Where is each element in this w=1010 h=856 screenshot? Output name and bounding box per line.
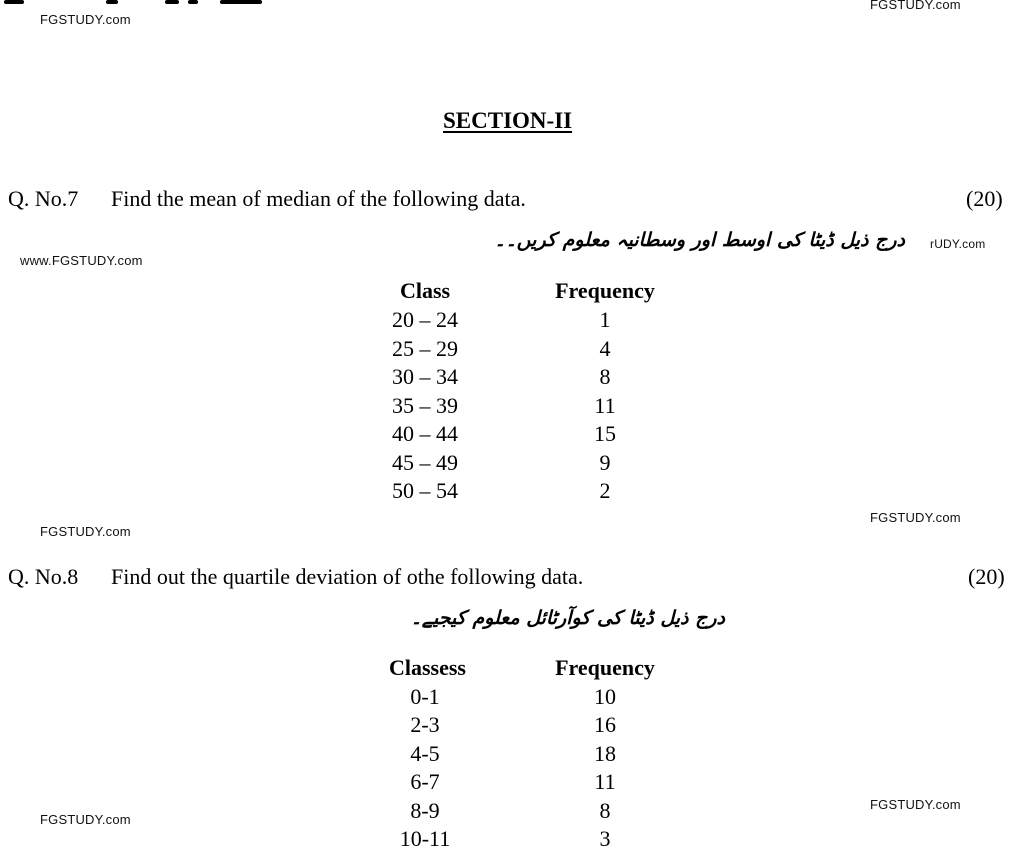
question-8-urdu: درج ذیل ڈیٹا کی کوآرٹائل معلوم کیجیے۔ xyxy=(410,607,725,629)
question-8-marks: (20) xyxy=(968,564,1005,589)
table-cell-class: 25 – 29 xyxy=(392,336,458,361)
table-cell-class: 35 – 39 xyxy=(392,393,458,418)
watermark-top-right: FGSTUDY.com xyxy=(870,0,961,12)
question-7-number: Q. No.7 xyxy=(8,186,79,211)
cropped-text-fragment xyxy=(106,0,118,4)
watermark-mid-right: FGSTUDY.com xyxy=(870,510,961,525)
question-7-text: Find the mean of median of the following data. xyxy=(111,186,526,211)
table-cell-class: 20 – 24 xyxy=(392,307,458,332)
table-cell-frequency: 15 xyxy=(594,421,616,446)
section-title: SECTION-II xyxy=(443,108,573,133)
table-cell-class: 0-1 xyxy=(410,684,440,709)
cropped-text-fragment xyxy=(188,0,198,4)
cropped-text-fragment xyxy=(220,0,262,4)
table-cell-frequency: 2 xyxy=(599,478,611,503)
table-cell-class: 4-5 xyxy=(410,741,440,766)
table-cell-frequency: 10 xyxy=(594,684,616,709)
table-cell-frequency: 8 xyxy=(599,364,611,389)
table-cell-frequency: 3 xyxy=(599,826,611,851)
table-header-classess: Classess xyxy=(388,655,466,680)
table-cell-class: 50 – 54 xyxy=(392,478,458,503)
watermark-q7-left: www.FGSTUDY.com xyxy=(20,253,143,268)
table-cell-class: 45 – 49 xyxy=(392,450,458,475)
table-cell-class: 2-3 xyxy=(410,712,440,737)
cropped-text-fragment xyxy=(165,0,179,4)
table-cell-frequency: 8 xyxy=(599,798,611,823)
table-cell-class: 10-11 xyxy=(399,826,451,851)
table-cell-class: 40 – 44 xyxy=(392,421,458,446)
table-cell-frequency: 1 xyxy=(599,307,611,332)
table-cell-frequency: 11 xyxy=(594,769,616,794)
table-header-frequency: Frequency xyxy=(555,278,655,303)
table-cell-class: 6-7 xyxy=(410,769,440,794)
watermark-q7-overlap: rUDY.com xyxy=(930,237,986,251)
table-cell-frequency: 16 xyxy=(594,712,616,737)
watermark-mid-left: FGSTUDY.com xyxy=(40,524,131,539)
table-cell-frequency: 9 xyxy=(599,450,611,475)
table-header-class: Class xyxy=(399,278,451,303)
table-cell-frequency: 11 xyxy=(594,393,616,418)
table-cell-frequency: 4 xyxy=(599,336,611,361)
watermark-bottom-right: FGSTUDY.com xyxy=(870,797,961,812)
question-8-number: Q. No.8 xyxy=(8,564,79,589)
cropped-text-fragment xyxy=(4,0,24,4)
table-header-frequency: Frequency xyxy=(555,655,655,680)
watermark-bottom-left: FGSTUDY.com xyxy=(40,812,131,827)
watermark-top-left: FGSTUDY.com xyxy=(40,12,131,27)
table-cell-class: 30 – 34 xyxy=(392,364,458,389)
question-8-text: Find out the quartile deviation of othe following data. xyxy=(111,564,584,589)
question-7-marks: (20) xyxy=(966,186,1003,211)
table-cell-frequency: 18 xyxy=(594,741,616,766)
question-7-urdu: درج ذیل ڈیٹا کی اوسط اور وسطانیہ معلوم کریں۔۔ xyxy=(494,229,905,251)
table-cell-class: 8-9 xyxy=(410,798,440,823)
